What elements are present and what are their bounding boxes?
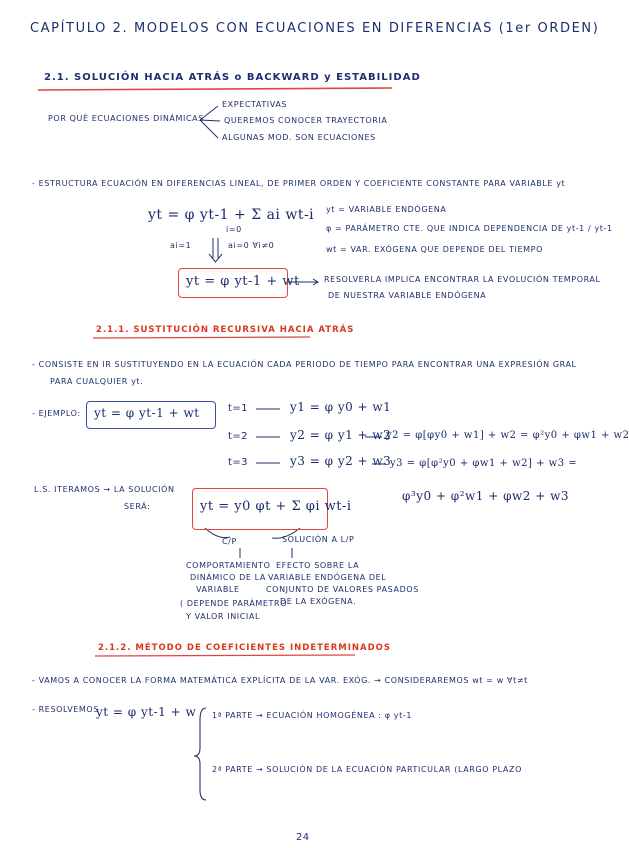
condition-left: ai=1 (170, 241, 192, 250)
general-equation: yt = φ yt-1 + Σ ai wt-i (148, 207, 315, 223)
step-equation: y2 = φ y1 + w2 (290, 428, 392, 442)
step-time: t=1 (228, 403, 248, 414)
section-heading-2-1-2: 2.1.2. MÉTODO DE COEFICIENTES INDETERMINADOS (98, 643, 391, 653)
reason-item: ALGUNAS MOD. SON ECUACIONES (222, 133, 376, 142)
substitution-description-cont: PARA CUALQUIER yt. (50, 377, 144, 386)
short-term-label: C/P (222, 537, 237, 546)
definition-item: φ = PARÁMETRO CTE. QUE INDICA DEPENDENCIA DE yt-1 / yt-1 (326, 224, 613, 233)
structure-note: - ESTRUCTURA ECUACIÓN EN DIFERENCIAS LINEAL, DE PRIMER ORDEN Y COEFICIENTE CONSTANTE PARA VARIABLE yt (32, 179, 566, 188)
page-number: 24 (296, 832, 310, 843)
short-term-note: DINÁMICO DE LA (190, 573, 266, 582)
step-time: t=2 (228, 431, 248, 442)
resolve-equation: yt = φ yt-1 + w (96, 705, 197, 719)
step-substitution: y3 = φ[φ²y0 + φw1 + w2] + w3 = (390, 458, 578, 469)
solution-equation: yt = y0 φt + Σ φi wt-i (200, 499, 352, 514)
short-term-note: ( DEPENDE PARÁMETRO (180, 599, 288, 608)
short-term-note: COMPORTAMIENTO (186, 561, 271, 570)
resolve-label: - RESOLVEMOS (32, 705, 100, 714)
section-heading-2-1-1: 2.1.1. SUSTITUCIÓN RECURSIVA HACIA ATRÁS (96, 325, 355, 335)
chapter-title: CAPÍTULO 2. MODELOS CON ECUACIONES EN DIFERENCIAS (1er ORDEN) (30, 21, 600, 36)
homogeneous-part: 1ª PARTE → ECUACIÓN HOMOGÉNEA : φ yt-1 (212, 711, 413, 720)
definition-item: wt = VAR. EXÓGENA QUE DEPENDE DEL TIEMPO (326, 245, 543, 254)
reason-item: QUEREMOS CONOCER TRAYECTORIA (224, 116, 388, 125)
step-3-result: φ³y0 + φ²w1 + φw2 + w3 (402, 489, 570, 503)
reason-item: EXPECTATIVAS (222, 100, 288, 109)
undetermined-coef-description: - VAMOS A CONOCER LA FORMA MATEMÁTICA EXPLÍCITA DE LA VAR. EXÓG. → CONSIDERAREMOS wt = w ∀t≠t (32, 676, 528, 685)
iterate-label: L.S. ITERAMOS → LA SOLUCIÓN (34, 485, 175, 494)
long-term-label: SOLUCIÓN A L/P (282, 535, 355, 544)
iterate-label-cont: SERÁ: (124, 502, 151, 511)
condition-right: ai=0 ∀i≠0 (228, 241, 275, 250)
short-term-note: VARIABLE (196, 585, 240, 594)
example-equation: yt = φ yt-1 + wt (94, 406, 200, 420)
why-dynamic-label: POR QUÉ ECUACIONES DINÁMICAS (48, 114, 204, 123)
example-label: - EJEMPLO: (32, 409, 81, 418)
step-equation: y3 = φ y2 + w3 (290, 454, 392, 468)
long-term-note: CONJUNTO DE VALORES PASADOS (266, 585, 419, 594)
particular-part: 2ª PARTE → SOLUCIÓN DE LA ECUACIÓN PARTICULAR (LARGO PLAZO (212, 765, 522, 774)
resolve-note-line-1: RESOLVERLA IMPLICA ENCONTRAR LA EVOLUCIÓN TEMPORAL (324, 275, 601, 284)
step-time: t=3 (228, 457, 248, 468)
long-term-note: VARIABLE ENDÓGENA DEL (268, 573, 387, 582)
section-heading-2-1: 2.1. SOLUCIÓN HACIA ATRÁS o BACKWARD y ESTABILIDAD (44, 72, 421, 83)
long-term-note: DE LA EXÓGENA. (280, 597, 357, 606)
substitution-description: - CONSISTE EN IR SUSTITUYENDO EN LA ECUACIÓN CADA PERIODO DE TIEMPO PARA ENCONTRAR UNA EXPRESIÓN GRAL (32, 360, 577, 369)
resolve-note-line-2: DE NUESTRA VARIABLE ENDÓGENA (328, 291, 487, 300)
short-term-note: Y VALOR INICIAL (186, 612, 261, 621)
step-equation: y1 = φ y0 + w1 (290, 400, 392, 414)
long-term-note: EFECTO SOBRE LA (276, 561, 360, 570)
sum-bounds: i=0 (226, 225, 242, 234)
boxed-equation: yt = φ yt-1 + wt (186, 274, 300, 289)
step-substitution: y2 = φ[φy0 + w1] + w2 = φ²y0 + φw1 + w2 (386, 430, 629, 441)
definition-item: yt = VARIABLE ENDÓGENA (326, 205, 447, 214)
